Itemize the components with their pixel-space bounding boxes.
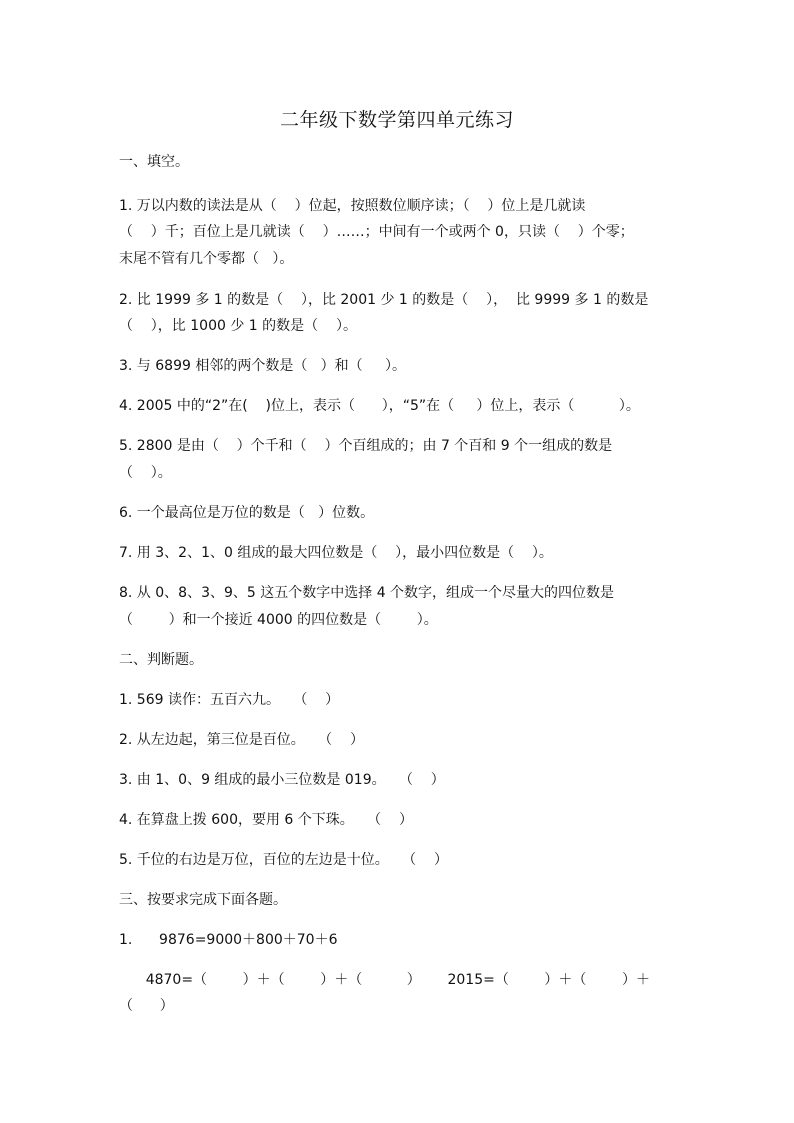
section3-heading: 三、按要求完成下面各题。 — [119, 892, 287, 908]
example-expansion: 1. 9876=9000＋800＋70＋6 — [119, 932, 338, 948]
q1-line1: 1. 万以内数的读法是从（ ）位起，按照数位顺序读；（ ）位上是几就读 — [119, 198, 586, 214]
judge-item-1: 1. 569 读作：五百六九。 （ ） — [119, 692, 340, 708]
task-line-2: （ ） — [119, 998, 174, 1014]
q6-text: 6. 一个最高位是万位的数是（ ）位数。 — [119, 505, 375, 521]
judge-item-2: 2. 从左边起，第三位是百位。 （ ） — [119, 732, 364, 748]
q7-text: 7. 用 3、2、1、0 组成的最大四位数是（ ），最小四位数是（ ）。 — [119, 545, 553, 561]
q8-line2: （ ）和一个接近 4000 的四位数是（ ）。 — [119, 612, 438, 628]
task-line-1: 4870=（ ）＋（ ）＋（ ） 2015=（ ）＋（ ）＋ — [119, 972, 651, 988]
worksheet-title: 二年级下数学第四单元练习 — [279, 109, 514, 131]
q3-text: 3. 与 6899 相邻的两个数是（ ）和（ ）。 — [119, 358, 406, 374]
section2-heading: 二、判断题。 — [119, 652, 203, 668]
q2-line2: （ ），比 1000 少 1 的数是（ ）。 — [119, 318, 357, 334]
q5-line2: （ ）。 — [119, 465, 172, 481]
q2-line1: 2. 比 1999 多 1 的数是（ ），比 2001 少 1 的数是（ ）， 比 9999 多 1 的数是 — [119, 292, 649, 308]
q8-line1: 8. 从 0、8、3、9、5 这五个数字中选择 4 个数字，组成一个尽量大的四位数是 — [119, 585, 615, 601]
judge-item-5: 5. 千位的右边是万位，百位的左边是十位。 （ ） — [119, 852, 448, 868]
q4-text: 4. 2005 中的“2”在( )位上，表示（ ），“5”在（ ）位上，表示（ ）。 — [119, 398, 640, 414]
judge-item-4: 4. 在算盘上拨 600，要用 6 个下珠。 （ ） — [119, 812, 413, 828]
q5-line1: 5. 2800 是由（ ）个千和（ ）个百组成的；由 7 个百和 9 个一组成的数是 — [119, 438, 613, 454]
q1-line3: 末尾不管有几个零都（ ）。 — [119, 251, 294, 267]
q1-line2: （ ）千；百位上是几就读（ ）……；中间有一个或两个 0，只读（ ）个零； — [119, 224, 634, 240]
section1-heading: 一、填空。 — [119, 154, 189, 170]
judge-item-3: 3. 由 1、0、9 组成的最小三位数是 019。 （ ） — [119, 772, 445, 788]
